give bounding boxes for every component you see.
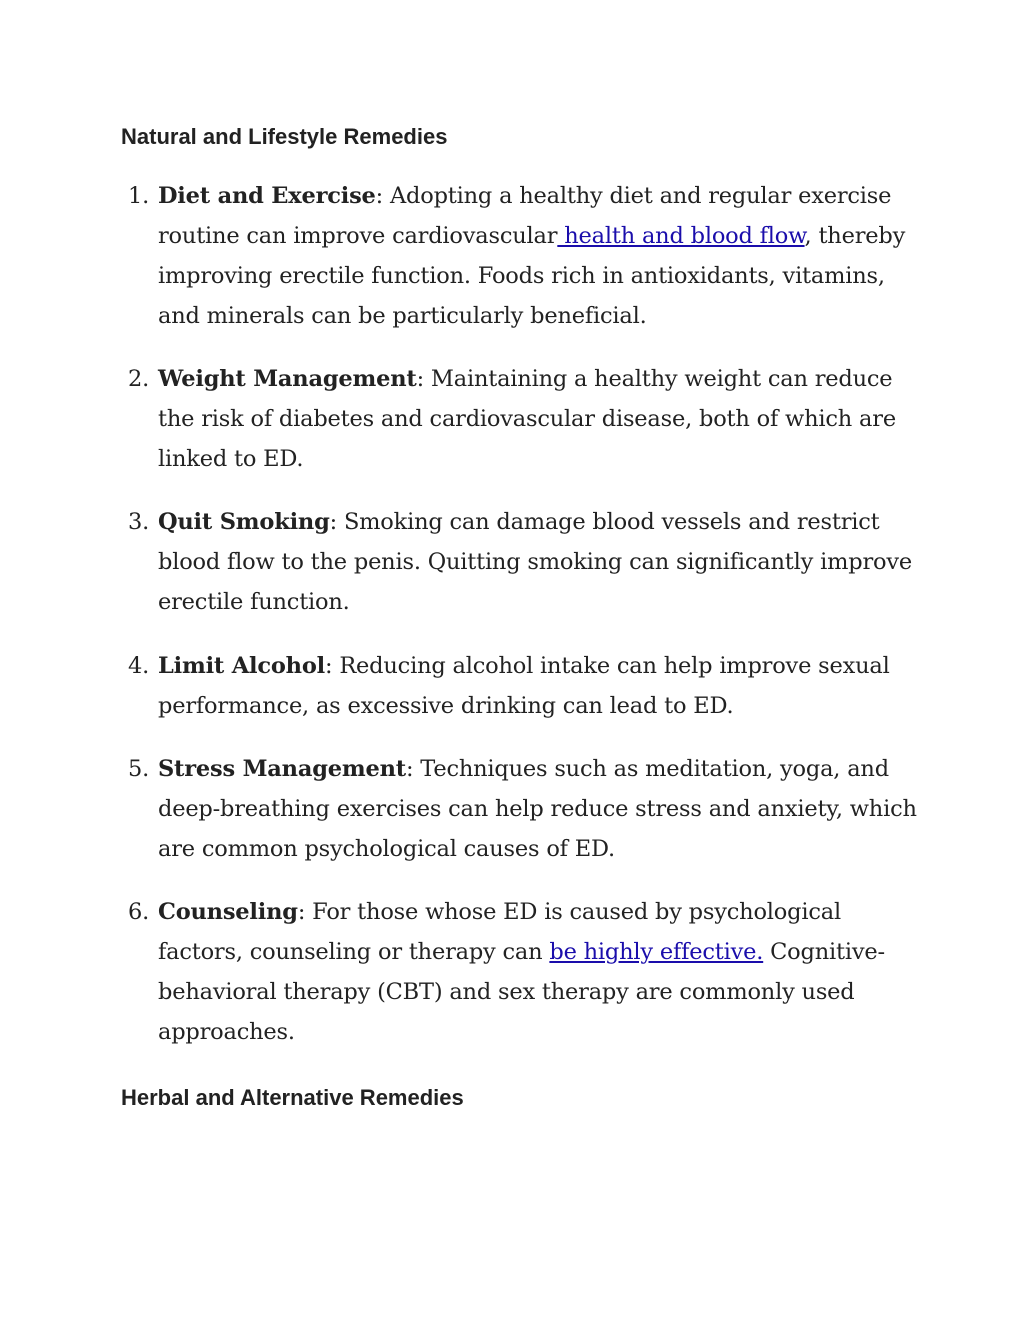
list-item-text: : For those whose ED is caused by psychological factors, counseling or therapy can xyxy=(158,899,841,965)
list-item-text: : Smoking can damage blood vessels and restrict blood flow to the penis. Quitting smoking can significantly improve erectile function. xyxy=(158,509,912,615)
list-item-diet-exercise xyxy=(128,176,918,336)
list-item-text: : Reducing alcohol intake can help improve sexual performance, as excessive drinking can lead to ED. xyxy=(158,653,890,719)
list-item-text: : Adopting a healthy diet and regular exercise routine can improve cardiovascular xyxy=(158,183,892,249)
list-item-number: 3. xyxy=(128,509,150,535)
list-item-stress-management xyxy=(128,749,918,869)
list-item-title: Quit Smoking xyxy=(158,509,330,535)
list-item-number: 1. xyxy=(128,183,150,209)
list-item-weight-management xyxy=(128,359,918,479)
list-item-number: 2. xyxy=(128,366,150,392)
list-item-text-after: Cognitive-behavioral therapy (CBT) and sex therapy are commonly used approaches. xyxy=(158,939,885,1045)
list-item-title: Stress Management xyxy=(158,756,406,782)
list-item-counseling xyxy=(128,892,918,1052)
list-item-number: 5. xyxy=(128,756,150,782)
list-item-title: Limit Alcohol xyxy=(158,653,325,679)
list-item-limit-alcohol xyxy=(128,646,918,726)
be-highly-effective-link[interactable]: be highly effective. xyxy=(549,939,764,965)
list-item-number: 6. xyxy=(128,899,150,925)
list-item-title: Diet and Exercise xyxy=(158,183,376,209)
list-item-text: : Maintaining a healthy weight can reduce the risk of diabetes and cardiovascular disease, both of which are linked to ED. xyxy=(158,366,896,472)
list-item-text-after: , thereby improving erectile function. Foods rich in antioxidants, vitamins, and minerals can be particularly beneficial. xyxy=(158,223,906,329)
list-item-quit-smoking xyxy=(128,502,918,622)
health-and-blood-flow-link[interactable]: health and blood flow xyxy=(557,223,805,249)
list-item-title: Counseling xyxy=(158,899,298,925)
section-heading-herbal-remedies: Herbal and Alternative Remedies xyxy=(121,1085,464,1110)
section-heading-natural-remedies: Natural and Lifestyle Remedies xyxy=(121,124,448,149)
list-item-text: : Techniques such as meditation, yoga, and deep-breathing exercises can help reduce stress and anxiety, which are common psychological causes of ED. xyxy=(158,756,917,862)
list-item-title: Weight Management xyxy=(158,366,417,392)
list-item-number: 4. xyxy=(128,653,150,679)
